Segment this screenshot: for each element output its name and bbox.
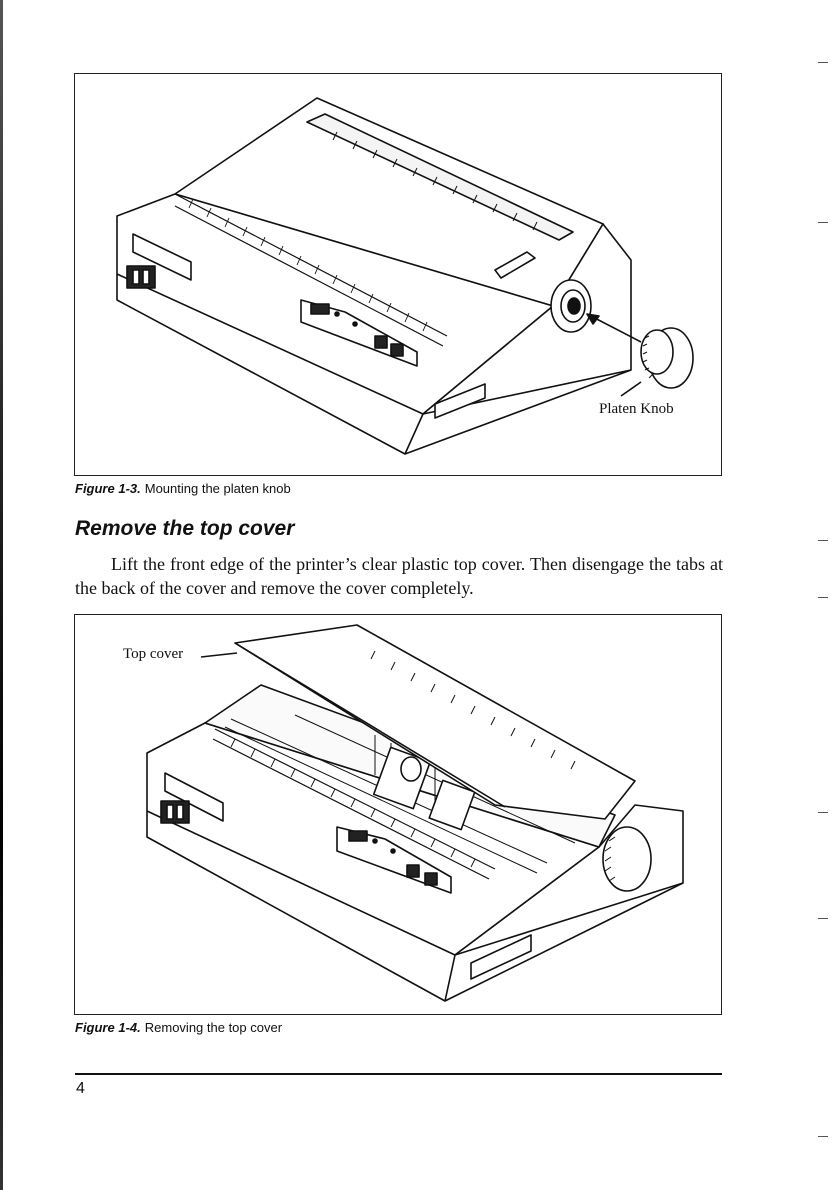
scan-mark: [818, 918, 828, 919]
printer-illustration: [75, 615, 721, 1014]
scan-mark: [818, 1136, 828, 1137]
caption-text: Mounting the platen knob: [144, 481, 291, 496]
footer-rule: [75, 1073, 722, 1075]
page-number: 4: [76, 1080, 85, 1097]
figure-1-3-caption: [75, 481, 291, 496]
caption-text: Removing the top cover: [144, 1020, 283, 1035]
figure-platen-knob: [74, 73, 722, 476]
scan-mark: [818, 812, 828, 813]
top-cover-label: Top cover: [123, 646, 184, 662]
scan-mark: [818, 597, 828, 598]
body-paragraph: Lift the front edge of the printer’s clear plastic top cover. Then disengage the tabs at the back of the cover and remove the cover completely.: [75, 554, 723, 598]
caption-number: Figure 1-3.: [75, 481, 141, 496]
scan-edge: [0, 0, 3, 1190]
figure-top-cover: [74, 614, 722, 1015]
figure-1-4-caption: [75, 1020, 282, 1035]
platen-knob-label: Platen Knob: [599, 401, 674, 417]
scan-mark: [818, 222, 828, 223]
section-heading: Remove the top cover: [75, 517, 295, 540]
scan-mark: [818, 540, 828, 541]
caption-number: Figure 1-4.: [75, 1020, 141, 1035]
scan-mark: [818, 62, 828, 63]
